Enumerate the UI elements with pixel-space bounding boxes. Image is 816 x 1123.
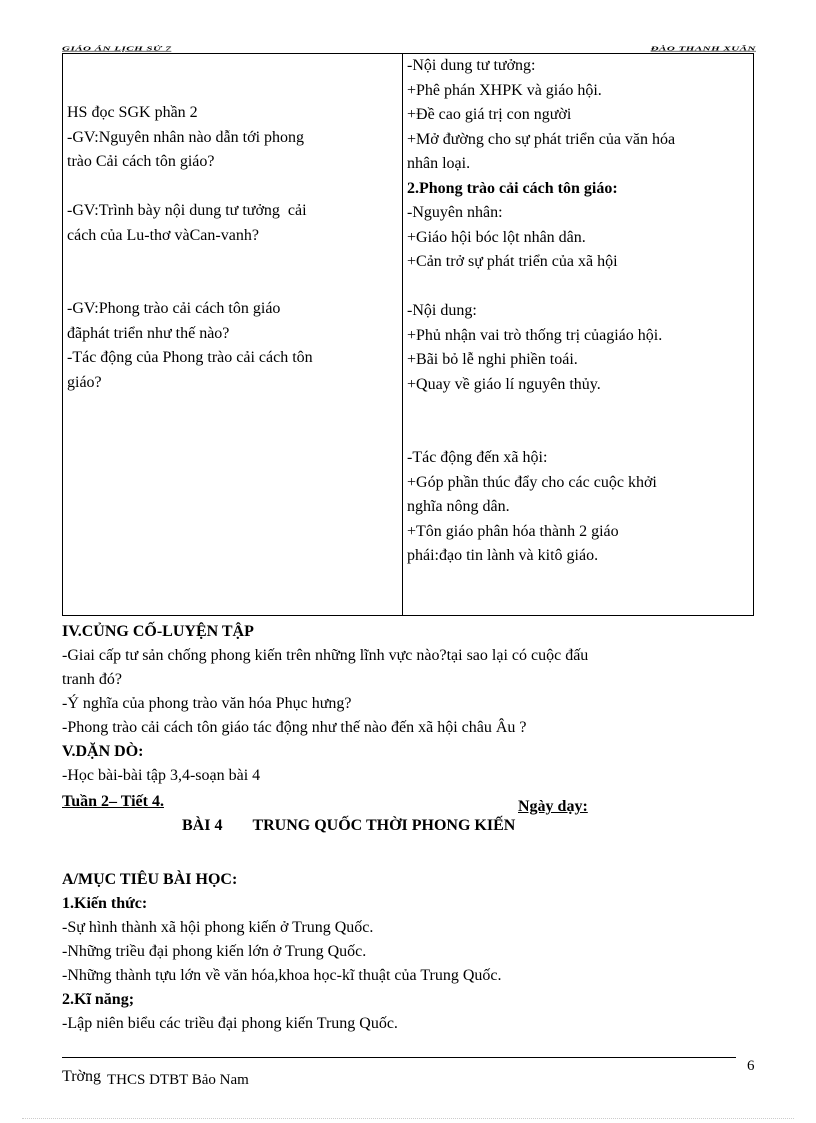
objectives-section (62, 868, 762, 1036)
right-line: +Mở đường cho sự phát triển của văn hóa (407, 130, 676, 148)
knowledge-line: -Sự hình thành xã hội phong kiến ở Trung Quốc. (62, 919, 374, 936)
right-line: +Bãi bỏ lễ nghi phiền toái. (407, 351, 578, 368)
skills-line: -Lập niên biểu các triều đại phong kiến Trung Quốc. (62, 1015, 398, 1032)
right-line-blank (407, 397, 752, 422)
right-line: -Nội dung tư tưởng: (407, 57, 536, 74)
review-line: -Phong trào cải cách tôn giáo tác động như thế nào đến xã hội châu Âu ? (62, 719, 527, 736)
right-line: nhân loại. (407, 155, 471, 172)
left-line: đãphát triển như thế nào? (67, 324, 230, 342)
right-line: +Cản trở sự phát triển của xã hội (407, 253, 618, 270)
left-line: -GV:Nguyên nhân nào dẫn tới phong (67, 128, 305, 146)
knowledge-line: -Những triều đại phong kiến lớn ở Trung Quốc. (62, 943, 367, 960)
review-section (62, 620, 762, 788)
page-number: 6 (747, 1058, 755, 1074)
right-line: +Đề cao giá trị con người (407, 106, 572, 123)
lesson-week: Tuần 2– Tiết 4. (62, 793, 164, 810)
skills-title: 2.Kĩ năng; (62, 991, 135, 1008)
section-heading: 2.Phong trào cải cách tôn giáo: (407, 179, 618, 197)
review-line: tranh đó? (62, 671, 122, 688)
left-line-blank (67, 273, 397, 298)
left-line: giáo? (67, 373, 102, 391)
left-line: cách của Lu-thơ vàCan-vanh? (67, 226, 259, 244)
footer (62, 1068, 249, 1089)
right-line: +Quay về giáo lí nguyên thủy. (407, 375, 601, 393)
right-line-blank (407, 422, 752, 447)
lesson-table (62, 53, 754, 616)
left-line: HS đọc SGK phần 2 (67, 104, 198, 121)
table-divider (402, 53, 403, 615)
left-line-blank (67, 175, 397, 200)
left-line: -Tác động của Phong trào cải cách tôn (67, 349, 313, 366)
homework-title: V.DẶN DÒ: (62, 743, 144, 760)
right-line: phái:đạo tin lành và kitô giáo. (407, 547, 599, 564)
right-line-blank (407, 275, 752, 300)
page-bottom-dots (22, 1118, 794, 1119)
homework-line: -Học bài-bài tập 3,4-soạn bài 4 (62, 767, 261, 784)
objectives-title: A/MỤC TIÊU BÀI HỌC: (62, 871, 238, 888)
lesson-number: BÀI 4 (182, 817, 223, 834)
right-line: -Nội dung: (407, 302, 477, 319)
knowledge-title: 1.Kiến thức: (62, 895, 148, 912)
knowledge-line: -Những thành tựu lớn về văn hóa,khoa học-kĩ thuật của Trung Quốc. (62, 967, 502, 984)
header-right: ĐÀO THANH XUÂN (650, 45, 756, 52)
table-left-cell (67, 101, 397, 395)
left-line-blank (67, 248, 397, 273)
footer-prefix: Trờng (62, 1068, 101, 1085)
right-line: -Nguyên nhân: (407, 204, 503, 221)
lesson-title: TRUNG QUỐC THỜI PHONG KIẾN (252, 817, 516, 834)
table-right-cell (407, 54, 752, 569)
review-line: -Ý nghĩa của phong trào văn hóa Phục hưng? (62, 695, 352, 712)
review-title: IV.CỦNG CỐ-LUYỆN TẬP (62, 623, 254, 640)
left-line: -GV:Phong trào cải cách tôn giáo (67, 300, 281, 317)
right-line: +Tôn giáo phân hóa thành 2 giáo (407, 522, 619, 540)
right-line: +Phủ nhận vai trò thống trị củagiáo hội. (407, 326, 663, 344)
left-line: trào Cải cách tôn giáo? (67, 153, 215, 170)
right-line: nghĩa nông dân. (407, 498, 510, 515)
right-line: +Góp phần thúc đẩy cho các cuộc khởi (407, 473, 657, 491)
header-left: GIÁO ÁN LỊCH SỬ 7 (62, 45, 172, 52)
footer-school: THCS DTBT Bảo Nam (107, 1072, 249, 1088)
left-line: -GV:Trình bày nội dung tư tưởng cải (67, 202, 307, 219)
right-line: +Phê phán XHPK và giáo hội. (407, 81, 602, 99)
right-line: +Giáo hội bóc lột nhân dân. (407, 228, 586, 246)
lesson-heading (182, 817, 515, 835)
right-line: -Tác động đến xã hội: (407, 449, 548, 466)
footer-rule (62, 1057, 736, 1058)
lesson-date-label: Ngày dạy: (518, 798, 588, 815)
review-line: -Giai cấp tư sản chống phong kiến trên những lĩnh vực nào?tại sao lại có cuộc đấu (62, 647, 589, 664)
